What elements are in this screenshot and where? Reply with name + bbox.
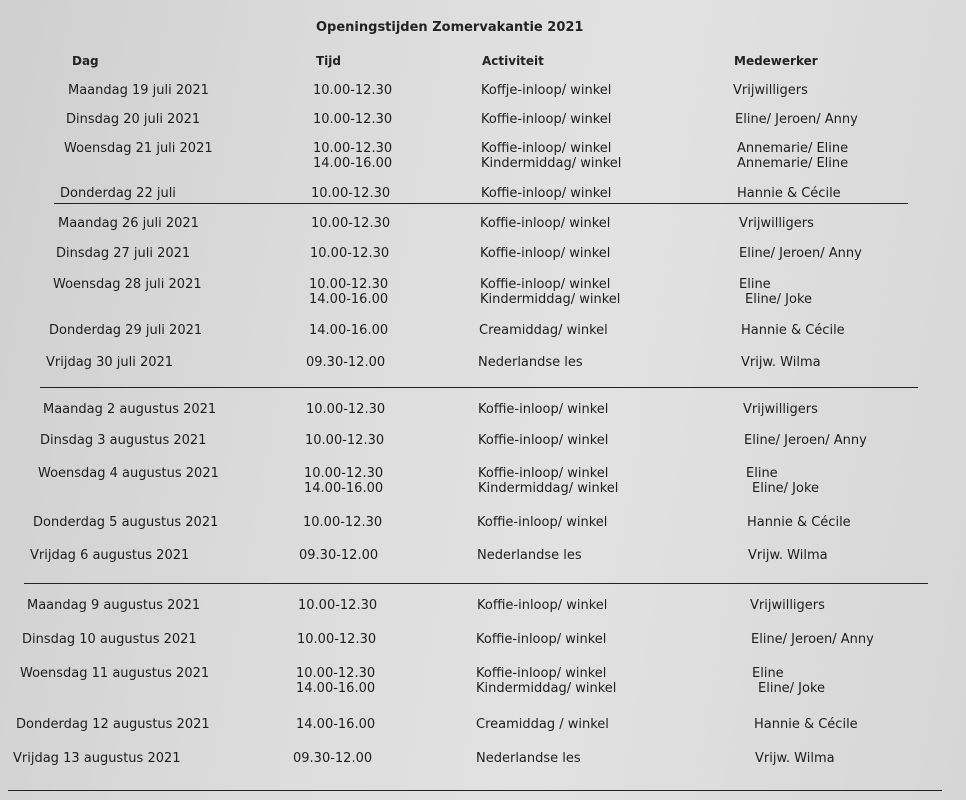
tijd-line: 10.00-12.30 xyxy=(298,598,378,613)
tijd-line: 10.00-12.30 xyxy=(304,466,384,481)
cell-medewerker xyxy=(744,433,867,448)
cell-activiteit xyxy=(481,83,611,98)
activiteit-line: Koffie-inloop/ winkel xyxy=(481,141,612,156)
cell-activiteit xyxy=(476,751,581,766)
medewerker-line: Hannie & Cécile xyxy=(754,717,858,732)
tijd-line: 10.00-12.30 xyxy=(306,402,386,417)
cell-tijd xyxy=(304,466,383,496)
activiteit-line: Koffie-inloop/ winkel xyxy=(477,598,608,613)
activiteit-line: Koffie-inloop/ winkel xyxy=(478,433,609,448)
cell-dag xyxy=(40,433,206,448)
activiteit-line: Koffie-inloop/ winkel xyxy=(480,216,611,231)
activiteit-line: Koffie-inloop/ winkel xyxy=(480,246,611,261)
day-label: Maandag 2 augustus 2021 xyxy=(43,402,217,417)
cell-dag xyxy=(30,548,189,563)
cell-tijd xyxy=(293,751,372,766)
cell-dag xyxy=(60,186,176,201)
medewerker-line: Annemarie/ Eline xyxy=(737,141,849,156)
activiteit-line: Koffie-inloop/ winkel xyxy=(481,112,612,127)
cell-activiteit xyxy=(476,666,616,696)
day-label: Woensdag 4 augustus 2021 xyxy=(38,466,219,481)
document-title: Openingstijden Zomervakantie 2021 xyxy=(316,20,584,35)
cell-tijd xyxy=(297,632,376,647)
week-divider xyxy=(8,790,942,791)
activiteit-line: Nederlandse les xyxy=(476,751,581,766)
tijd-line: 10.00-12.30 xyxy=(311,216,391,231)
tijd-line: 14.00-16.00 xyxy=(309,323,389,338)
cell-dag xyxy=(16,717,210,732)
cell-tijd xyxy=(306,355,385,370)
cell-medewerker xyxy=(735,112,858,127)
cell-dag xyxy=(43,402,216,417)
cell-tijd xyxy=(311,216,390,231)
activiteit-line: Kindermiddag/ winkel xyxy=(481,156,622,171)
tijd-line: 14.00-16.00 xyxy=(313,156,393,171)
cell-dag xyxy=(38,466,219,481)
medewerker-line: Vrijwilligers xyxy=(739,216,814,231)
medewerker-line: Eline/ Joke xyxy=(745,292,813,307)
day-label: Dinsdag 20 juli 2021 xyxy=(66,112,201,127)
medewerker-line: Hannie & Cécile xyxy=(741,323,845,338)
tijd-line: 10.00-12.30 xyxy=(309,277,389,292)
activiteit-line: Koffie-inloop/ winkel xyxy=(477,515,608,530)
cell-medewerker xyxy=(741,323,845,338)
cell-medewerker xyxy=(739,277,812,307)
cell-dag xyxy=(66,112,200,127)
cell-medewerker xyxy=(754,717,858,732)
cell-dag xyxy=(46,355,173,370)
cell-medewerker xyxy=(741,355,821,370)
week-divider xyxy=(54,203,908,204)
day-label: Donderdag 5 augustus 2021 xyxy=(33,515,219,530)
cell-medewerker xyxy=(755,751,835,766)
cell-medewerker xyxy=(746,466,819,496)
activiteit-line: Kindermiddag/ winkel xyxy=(480,292,621,307)
tijd-line: 09.30-12.00 xyxy=(293,751,373,766)
day-label: Dinsdag 3 augustus 2021 xyxy=(40,433,207,448)
cell-activiteit xyxy=(479,323,608,338)
header-dag: Dag xyxy=(72,54,99,68)
day-label: Donderdag 12 augustus 2021 xyxy=(16,717,210,732)
day-label: Woensdag 11 augustus 2021 xyxy=(20,666,210,681)
cell-activiteit xyxy=(477,598,607,613)
cell-activiteit xyxy=(481,141,621,171)
cell-dag xyxy=(68,83,209,98)
tijd-line: 10.00-12.30 xyxy=(296,666,376,681)
medewerker-line: Vrijwilligers xyxy=(743,402,818,417)
cell-medewerker xyxy=(733,83,808,98)
activiteit-line: Koffje-inloop/ winkel xyxy=(481,83,612,98)
tijd-line: 10.00-12.30 xyxy=(297,632,377,647)
cell-dag xyxy=(64,141,213,156)
day-label: Woensdag 28 juli 2021 xyxy=(53,277,202,292)
header-tijd: Tijd xyxy=(316,54,342,68)
day-label: Vrijdag 6 augustus 2021 xyxy=(30,548,190,563)
day-label: Donderdag 22 juli xyxy=(60,186,176,201)
medewerker-line: Hannie & Cécile xyxy=(747,515,851,530)
tijd-line: 10.00-12.30 xyxy=(311,186,391,201)
medewerker-line: Annemarie/ Eline xyxy=(737,156,849,171)
activiteit-line: Kindermiddag/ winkel xyxy=(478,481,619,496)
tijd-line: 09.30-12.00 xyxy=(306,355,386,370)
activiteit-line: Koffie-inloop/ winkel xyxy=(478,466,609,481)
cell-medewerker xyxy=(748,548,828,563)
cell-tijd xyxy=(296,717,375,732)
cell-activiteit xyxy=(478,466,618,496)
activiteit-line: Nederlandse les xyxy=(478,355,583,370)
medewerker-line: Eline xyxy=(752,666,784,681)
cell-tijd xyxy=(299,548,378,563)
cell-tijd xyxy=(309,323,388,338)
day-label: Woensdag 21 juli 2021 xyxy=(64,141,213,156)
cell-activiteit xyxy=(478,402,608,417)
day-label: Donderdag 29 juli 2021 xyxy=(49,323,203,338)
medewerker-line: Eline/ Joke xyxy=(758,681,826,696)
tijd-line: 14.00-16.00 xyxy=(296,681,376,696)
tijd-line: 10.00-12.30 xyxy=(313,141,393,156)
tijd-line: 14.00-16.00 xyxy=(309,292,389,307)
cell-tijd xyxy=(313,141,392,171)
cell-tijd xyxy=(313,112,392,127)
activiteit-line: Creamiddag/ winkel xyxy=(479,323,608,338)
cell-medewerker xyxy=(747,515,851,530)
medewerker-line: Eline/ Jeroen/ Anny xyxy=(744,433,867,448)
cell-tijd xyxy=(311,186,390,201)
cell-medewerker xyxy=(752,666,825,696)
tijd-line: 10.00-12.30 xyxy=(305,433,385,448)
cell-dag xyxy=(49,323,202,338)
cell-tijd xyxy=(309,277,388,307)
cell-medewerker xyxy=(751,632,874,647)
cell-activiteit xyxy=(478,355,583,370)
cell-activiteit xyxy=(480,216,610,231)
day-label: Dinsdag 10 augustus 2021 xyxy=(22,632,197,647)
activiteit-line: Koffie-inloop/ winkel xyxy=(476,666,607,681)
activiteit-line: Kindermiddag/ winkel xyxy=(476,681,617,696)
cell-dag xyxy=(58,216,199,231)
cell-dag xyxy=(20,666,209,681)
cell-dag xyxy=(56,246,190,261)
day-label: Maandag 26 juli 2021 xyxy=(58,216,199,231)
cell-medewerker xyxy=(737,141,848,171)
cell-activiteit xyxy=(480,277,620,307)
tijd-line: 10.00-12.30 xyxy=(303,515,383,530)
cell-tijd xyxy=(310,246,389,261)
medewerker-line: Vrijwilligers xyxy=(733,83,808,98)
tijd-line: 09.30-12.00 xyxy=(299,548,379,563)
cell-dag xyxy=(13,751,181,766)
header-activiteit: Activiteit xyxy=(482,54,544,68)
cell-tijd xyxy=(298,598,377,613)
medewerker-line: Hannie & Cécile xyxy=(737,186,841,201)
cell-tijd xyxy=(303,515,382,530)
activiteit-line: Creamiddag / winkel xyxy=(476,717,609,732)
medewerker-line: Vrijw. Wilma xyxy=(748,548,828,563)
cell-tijd xyxy=(306,402,385,417)
cell-activiteit xyxy=(478,433,608,448)
cell-medewerker xyxy=(737,186,841,201)
cell-dag xyxy=(33,515,218,530)
cell-activiteit xyxy=(476,632,606,647)
medewerker-line: Eline xyxy=(746,466,778,481)
activiteit-line: Koffie-inloop/ winkel xyxy=(476,632,607,647)
tijd-line: 10.00-12.30 xyxy=(313,112,393,127)
cell-activiteit xyxy=(476,717,609,732)
day-label: Maandag 9 augustus 2021 xyxy=(27,598,201,613)
cell-activiteit xyxy=(480,246,610,261)
cell-dag xyxy=(22,632,197,647)
cell-medewerker xyxy=(739,246,862,261)
activiteit-line: Koffie-inloop/ winkel xyxy=(481,186,612,201)
cell-medewerker xyxy=(739,216,814,231)
medewerker-line: Vrijw. Wilma xyxy=(755,751,835,766)
medewerker-line: Vrijw. Wilma xyxy=(741,355,821,370)
activiteit-line: Koffie-inloop/ winkel xyxy=(480,277,611,292)
activiteit-line: Koffie-inloop/ winkel xyxy=(478,402,609,417)
medewerker-line: Eline/ Jeroen/ Anny xyxy=(739,246,862,261)
tijd-line: 10.00-12.30 xyxy=(310,246,390,261)
medewerker-line: Eline/ Joke xyxy=(752,481,820,496)
cell-medewerker xyxy=(743,402,818,417)
day-label: Vrijdag 30 juli 2021 xyxy=(46,355,174,370)
cell-activiteit xyxy=(477,548,582,563)
day-label: Dinsdag 27 juli 2021 xyxy=(56,246,191,261)
day-label: Maandag 19 juli 2021 xyxy=(68,83,209,98)
tijd-line: 10.00-12.30 xyxy=(313,83,393,98)
medewerker-line: Eline/ Jeroen/ Anny xyxy=(735,112,858,127)
cell-tijd xyxy=(305,433,384,448)
week-divider xyxy=(40,387,918,388)
tijd-line: 14.00-16.00 xyxy=(296,717,376,732)
medewerker-line: Eline xyxy=(739,277,771,292)
cell-dag xyxy=(27,598,200,613)
tijd-line: 14.00-16.00 xyxy=(304,481,384,496)
cell-tijd xyxy=(313,83,392,98)
cell-activiteit xyxy=(481,186,611,201)
cell-activiteit xyxy=(477,515,607,530)
cell-medewerker xyxy=(750,598,825,613)
activiteit-line: Nederlandse les xyxy=(477,548,582,563)
cell-dag xyxy=(53,277,202,292)
header-medewerker: Medewerker xyxy=(734,54,818,68)
cell-activiteit xyxy=(481,112,611,127)
day-label: Vrijdag 13 augustus 2021 xyxy=(13,751,181,766)
week-divider xyxy=(24,583,928,584)
medewerker-line: Vrijwilligers xyxy=(750,598,825,613)
medewerker-line: Eline/ Jeroen/ Anny xyxy=(751,632,874,647)
cell-tijd xyxy=(296,666,375,696)
